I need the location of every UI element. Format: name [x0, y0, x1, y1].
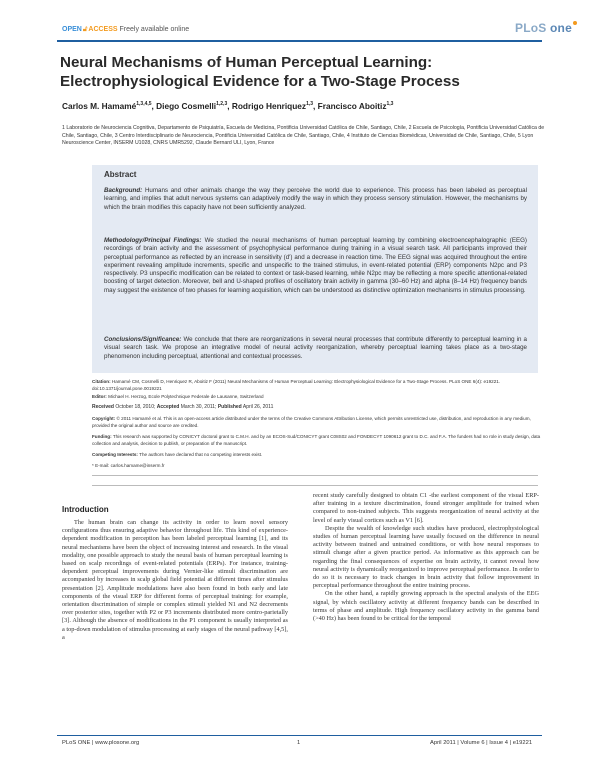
paragraph: recent study carefully designed to obtain C1 -the earliest component of the visual ERP- after training in a texture discrimination, found stronger amplitude for trained when compared to non-trained subjects. This suggests reorganization of neural activity at the level of early visual cortices such as V1 [6]. — [313, 492, 539, 524]
body-column-right — [313, 492, 539, 623]
oa-access-text: ACCESS — [88, 26, 118, 33]
journal-logo: PLoS one — [515, 21, 577, 35]
article-title: Neural Mechanisms of Human Perceptual Learning: Electrophysiological Evidence for a Two-Stage Process — [60, 54, 460, 90]
abstract-heading: Abstract — [104, 170, 137, 179]
freely-available-text: Freely available online — [119, 26, 190, 33]
author-name: Carlos M. Hamamé — [62, 101, 137, 111]
body-column-left: The human brain can change its activity in order to learn novel sensory configurations thus ensuring adaptive behavior throughout life. This kind of experience-dependent modification in perception has been labeled perceptual learning [1], and its neural mechanisms have been the object of increasing interest and research. In the visual modality, one possible approach to study the neural basis of human perceptual learning is based on scalp recordings of event-related potentials (ERPs). For instance, training-dependent perceptual improvements during Vernier-like stimuli discrimination are accompanied by increases in scalp global field potential at different times after stimulus presentation [2]. Amplitude modulations have also been found in both early and late components of the visual ERP for different forms of perceptual training: for example, orientation discrimination of simple or complex stimuli yielded N1 and N2 decrements over posterior sites, together with P2 or P3 increments distributed more centro-parietally [3]. Although the absence of modifications in the P1 component is usually interpreted as a top-down modulation of stimulus processing at early stages of the neural pathway [4,5], a — [62, 519, 288, 641]
footer-divider — [57, 735, 542, 736]
author-name: Diego Cosmelli — [156, 101, 217, 111]
copyright: Copyright: © 2011 Hamamé et al. This is an open-access article distributed under the terms of the Creative Commons Attribution License, which permits unrestricted use, distribution, and reproduction in any medium, provided the original author and source are credited. — [92, 416, 531, 428]
footer-journal: PLoS ONE | www.plosone.org — [62, 740, 140, 746]
paragraph: On the other hand, a rapidly growing approach is the spectral analysis of the EEG signal, by which oscillatory activity at different frequency bands can be described in terms of phase and amplitude. High frequency oscillatory activity in the gamma band (>40 Hz) has been found to be critical for the temporal — [313, 590, 539, 623]
author-name: Francisco Aboitiz — [317, 101, 387, 111]
page-number: 1 — [297, 740, 301, 746]
header-divider — [57, 40, 542, 42]
funding: Funding: This research was supported by CONICYT doctoral grant to C.M.H. and by an ECOS-Sud/CONICYT grant C08S02 and FONDECYT 1090612 grant to D.C. and F.A. The funders had no role in study design, data collection and analysis, decision to publish, or preparation of the manuscript. — [92, 434, 541, 446]
abstract-background: Background: Humans and other animals change the way they perceive the world due to experience. This process has been labeled as perceptual learning, and implies that adult nervous systems can adaptively modify the way in which they process sensory stimulation. However, the mechanisms by which the brain modifies this capacity have not been sufficiently analyzed. — [104, 187, 527, 211]
introduction-heading: Introduction — [62, 505, 109, 514]
footer-issue: April 2011 | Volume 6 | Issue 4 | e19221 — [430, 740, 533, 746]
oa-open-text: OPEN — [62, 26, 82, 33]
affiliations: 1 Laboratorio de Neurociencia Cognitiva, Departamento de Psiquiatría, Escuela de Medicina, Pontificia Universidad Católica de Chile, Santiago, Chile, 2 Escuela de Psicología, Pontificia Universidad Católica de Chile, Santiago, Chile, 3 Centro Interdisciplinario de Neurociencia, Pontificia Universidad Católica de Chile, Santiago, Chile, 4 Instituto de Ciencias Biomédicas, Universidad de Chile, Santiago, Chile, 5 Lyon Neuroscience Center, INSERM U1028, CNRS UMR5292, Claude Bernard ULI, Lyon, France — [62, 125, 545, 147]
open-lock-icon: 🔓︎ — [82, 26, 88, 33]
open-access-badge — [62, 26, 189, 34]
citation: Citation: Hamamé CM, Cosmelli D, Henriquez R, Aboitiz F (2011) Neural Mechanisms of Human Perceptual Learning: Electrophysiological Evidence for a Two-Stage Process. PLoS ONE 6(4): e19221. doi:10.1371/journal.pone.0019221 — [92, 379, 501, 391]
paragraph: Despite the wealth of knowledge such studies have produced, electrophysiological studies of human perceptual learning have usually focused on the difference in neural activity between trained and untrained conditions, or with how neural responses to stimuli change after a given practice period. As informative as this approach can be regarding the final consequences of expertise on brain activity, it cannot reveal how neural activity is dynamically reorganized to improve perceptual performance. In order to do so it is necessary to track changes in brain activity that follow improvement in perceptual performance throughout the entire training process. — [313, 524, 539, 590]
author-list: Carlos M. Hamamé$^{1,3,4,5}$, Diego Cosmelli$^{1,2,3}$, Rodrigo Henriquez$^{1,3}$, Francisco Aboitiz$^{1,3}$ — [62, 101, 394, 111]
abstract-methods: Methodology/Principal Findings: We studied the neural mechanisms of human perceptual learning by combining electroencephalographic (EEG) recordings of brain activity and the assessment of psychophysical performance during training in a visual search task. All participants improved their perceptual performance as reflected by an increase in sensitivity (d′) and a decrease in reaction time. The EEG signal was acquired throughout the entire experiment revealing amplitude increments, specific and unspecific to the trained stimulus, in event-related potential (ERP) components N2pc and P3 respectively. P3 unspecific modification can be related to context or task-based learning, while N2pc may be reflecting a more specific attentional-related boosting of target detection. Moreover, bell and U-shaped profiles of oscillatory brain activity in gamma (30–60 Hz) and alpha (8–14 Hz) frequency bands may suggest the existence of two phases for learning acquisition, which can be understood as distinctive optimization mechanisms in stimulus processing. — [104, 237, 527, 294]
logo-dot-icon — [573, 21, 577, 25]
author-name: Rodrigo Henriquez — [231, 101, 307, 111]
editor: Editor: Michael H. Herzog, Ecole Polytechnique Federale de Lausanne, Switzerland — [92, 394, 264, 399]
meta-divider — [92, 475, 538, 476]
dates: Received October 18, 2010; Accepted March 30, 2011; Published April 26, 2011 — [92, 404, 274, 410]
email: * E-mail: carlos.hamame@inserm.fr — [92, 463, 165, 468]
competing-interests: Competing Interests: The authors have declared that no competing interests exist. — [92, 452, 263, 457]
meta-divider — [92, 485, 538, 486]
abstract-conclusions: Conclusions/Significance: We conclude that there are reorganizations in several neural processes that contribute differently to perceptual learning in a visual search task. We propose an integrative model of neural activity reorganization, whereby perceptual learning takes place as a two-stage phenomenon including perceptual, attentional and contextual processes. — [104, 336, 527, 360]
